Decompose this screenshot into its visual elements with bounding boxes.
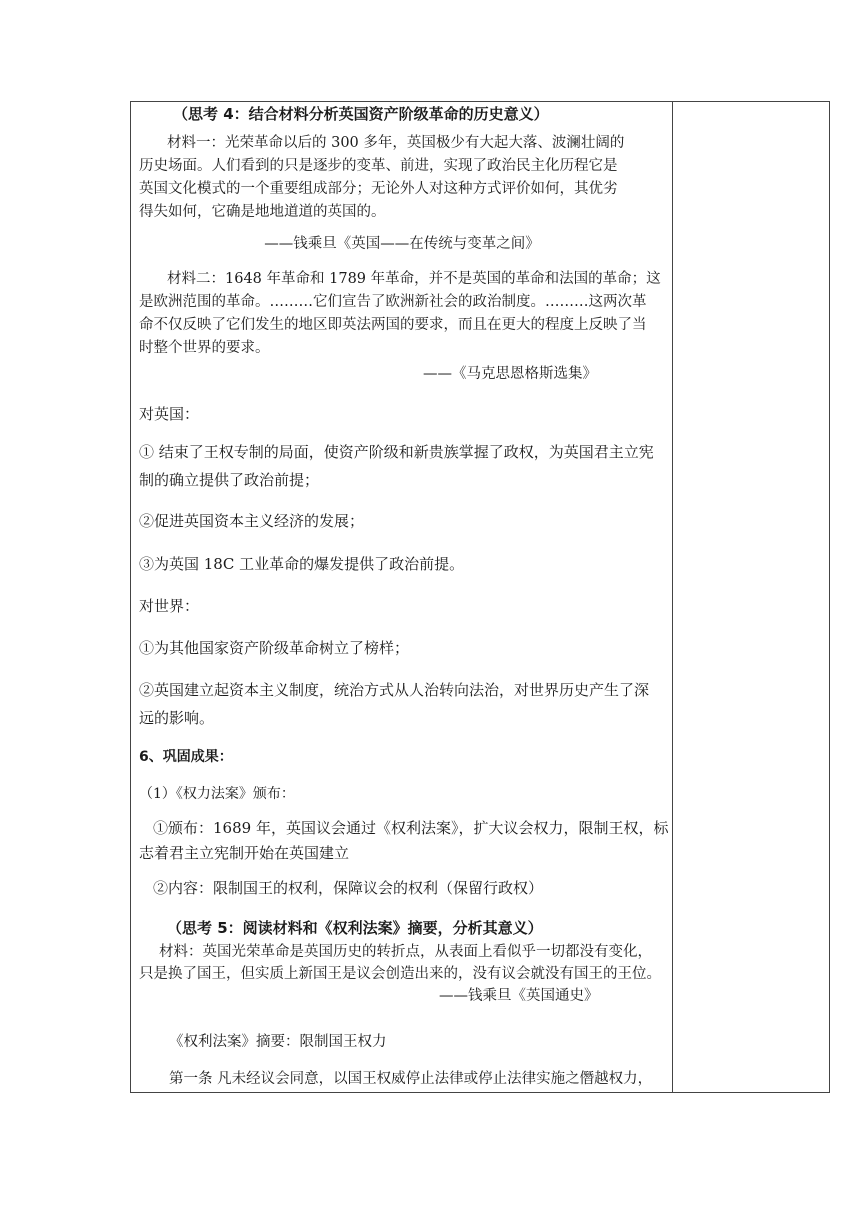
world-heading: 对世界： [139, 597, 200, 615]
material1-line: 历史场面。人们看到的只是逐步的变革、前进，实现了政治民主化历程它是 [139, 158, 618, 174]
england-point-1-cont: 制的确立提供了政治前提； [139, 471, 320, 489]
material1-line: 材料一：光荣革命以后的 300 多年，英国极少有大起大落、波澜壮阔的 [167, 135, 625, 151]
think5-source: ——钱乘旦《英国通史》 [439, 988, 599, 1004]
think4-title: （思考 4：结合材料分析英国资产阶级革命的历史意义） [173, 105, 549, 123]
england-point-2: ②促进英国资本主义经济的发展； [139, 512, 365, 530]
material2-source: ——《马克思恩格斯选集》 [423, 366, 597, 382]
bill-article-1: 第一条 凡未经议会同意，以国王权威停止法律或停止法律实施之僭越权力， [169, 1071, 653, 1087]
world-point-1: ①为其他国家资产阶级革命树立了榜样； [139, 639, 410, 657]
think5-title: （思考 5：阅读材料和《权利法案》摘要，分析其意义） [167, 919, 543, 937]
material2-line: 时整个世界的要求。 [139, 340, 270, 356]
world-point-2: ②英国建立起资本主义制度，统治方式从人治转向法治，对世界历史产生了深 [139, 681, 650, 699]
bill-item-1-cont: 志着君主立宪制开始在英国建立 [139, 844, 350, 862]
material1-line: 得失如何，它确是地地道道的英国的。 [139, 204, 386, 220]
document-table [130, 101, 830, 1093]
material1-source: ——钱乘旦《英国——在传统与变革之间》 [264, 236, 540, 252]
column-divider [672, 102, 673, 1092]
consolidate-heading: 6、巩固成果： [139, 749, 233, 765]
material1-line: 英国文化模式的一个重要组成部分；无论外人对这种方式评价如何，其优劣 [139, 181, 618, 197]
world-point-2-cont: 远的影响。 [139, 709, 215, 727]
bill-item-1: ①颁布：1689 年，英国议会通过《权利法案》，扩大议会权力，限制王权，标 [153, 819, 669, 837]
think5-material-line: 材料：英国光荣革命是英国历史的转折点，从表面上看似乎一切都没有变化， [159, 944, 652, 960]
england-heading: 对英国： [139, 405, 200, 423]
bill-summary-heading: 《权利法案》摘要：限制国王权力 [169, 1034, 387, 1050]
material2-line: 命不仅反映了它们发生的地区即英法两国的要求，而且在更大的程度上反映了当 [139, 317, 647, 333]
material2-line: 是欧洲范围的革命。………它们宣告了欧洲新社会的政治制度。………这两次革 [139, 294, 647, 310]
bill-subheading: （1）《权力法案》颁布： [139, 786, 295, 802]
material2-line: 材料二：1648 年革命和 1789 年革命，并不是英国的革命和法国的革命；这 [167, 271, 661, 287]
think5-material-line: 只是换了国王，但实质上新国王是议会创造出来的，没有议会就没有国王的王位。 [139, 966, 661, 982]
bill-item-2: ②内容：限制国王的权利，保障议会的权利（保留行政权） [153, 879, 544, 897]
england-point-1: ① 结束了王权专制的局面，使资产阶级和新贵族掌握了政权，为英国君主立宪 [139, 443, 654, 461]
england-point-3: ③为英国 18C 工业革命的爆发提供了政治前提。 [139, 555, 465, 573]
